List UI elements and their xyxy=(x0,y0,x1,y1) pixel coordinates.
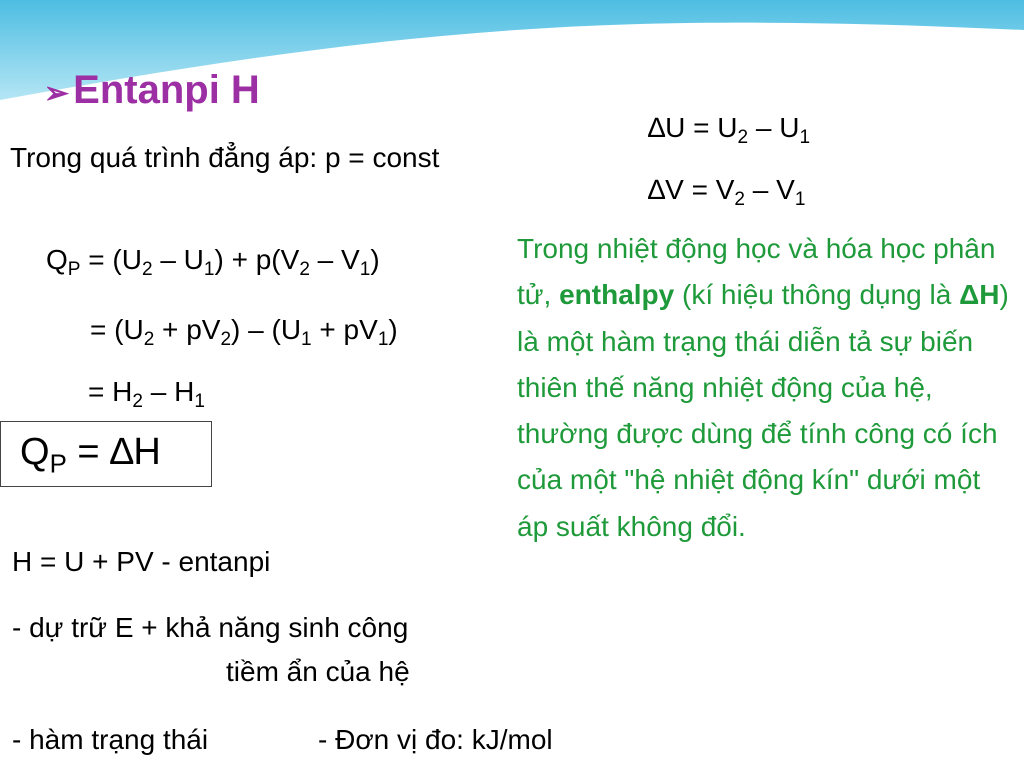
heat-equation-line1: $Q_P = (U_2 - U_1) + p(V_2 - V_1)$ xyxy=(46,244,380,281)
bullet-energy-reserve-cont: tiềm ẩn của hệ xyxy=(226,656,410,687)
enthalpy-definition: H = U + PV - entanpi xyxy=(12,546,271,577)
title-text: Entanpi H xyxy=(73,68,260,112)
unit-label: - Đơn vị đo: kJ/mol xyxy=(318,724,553,755)
delta-v-formula: $\Delta V = V_2 - V_1$ xyxy=(648,174,806,211)
result-formula: $Q_P = \Delta H$ xyxy=(20,431,161,479)
arrow-bullet-icon: ➢ xyxy=(44,77,70,110)
isobaric-condition: Trong quá trình đẳng áp: p = const xyxy=(10,142,440,173)
bullet-energy-reserve: - dự trữ E + khả năng sinh công xyxy=(12,612,409,643)
delta-u-formula: $\Delta U = U_2 - U_1$ xyxy=(648,112,811,149)
slide-title xyxy=(44,68,260,113)
heat-equation-line2: = $(U_2 + pV_2) - (U_1 + pV_1)$ xyxy=(90,314,398,351)
enthalpy-explanation: Trong nhiệt động học và hóa học phân tử, enthalpy (kí hiệu thông dụng là ΔH) là một hàm trạng thái diễn tả sự biến thiên thế năng nhiệt động của hệ, thường được dùng để tính công có ích của một "hệ nhiệt động kín" dưới một áp suất không đổi. xyxy=(517,233,1009,542)
heat-equation-line3: = $H_2 - H_1$ xyxy=(88,376,205,413)
bullet-state-function: - hàm trạng thái xyxy=(12,724,209,755)
